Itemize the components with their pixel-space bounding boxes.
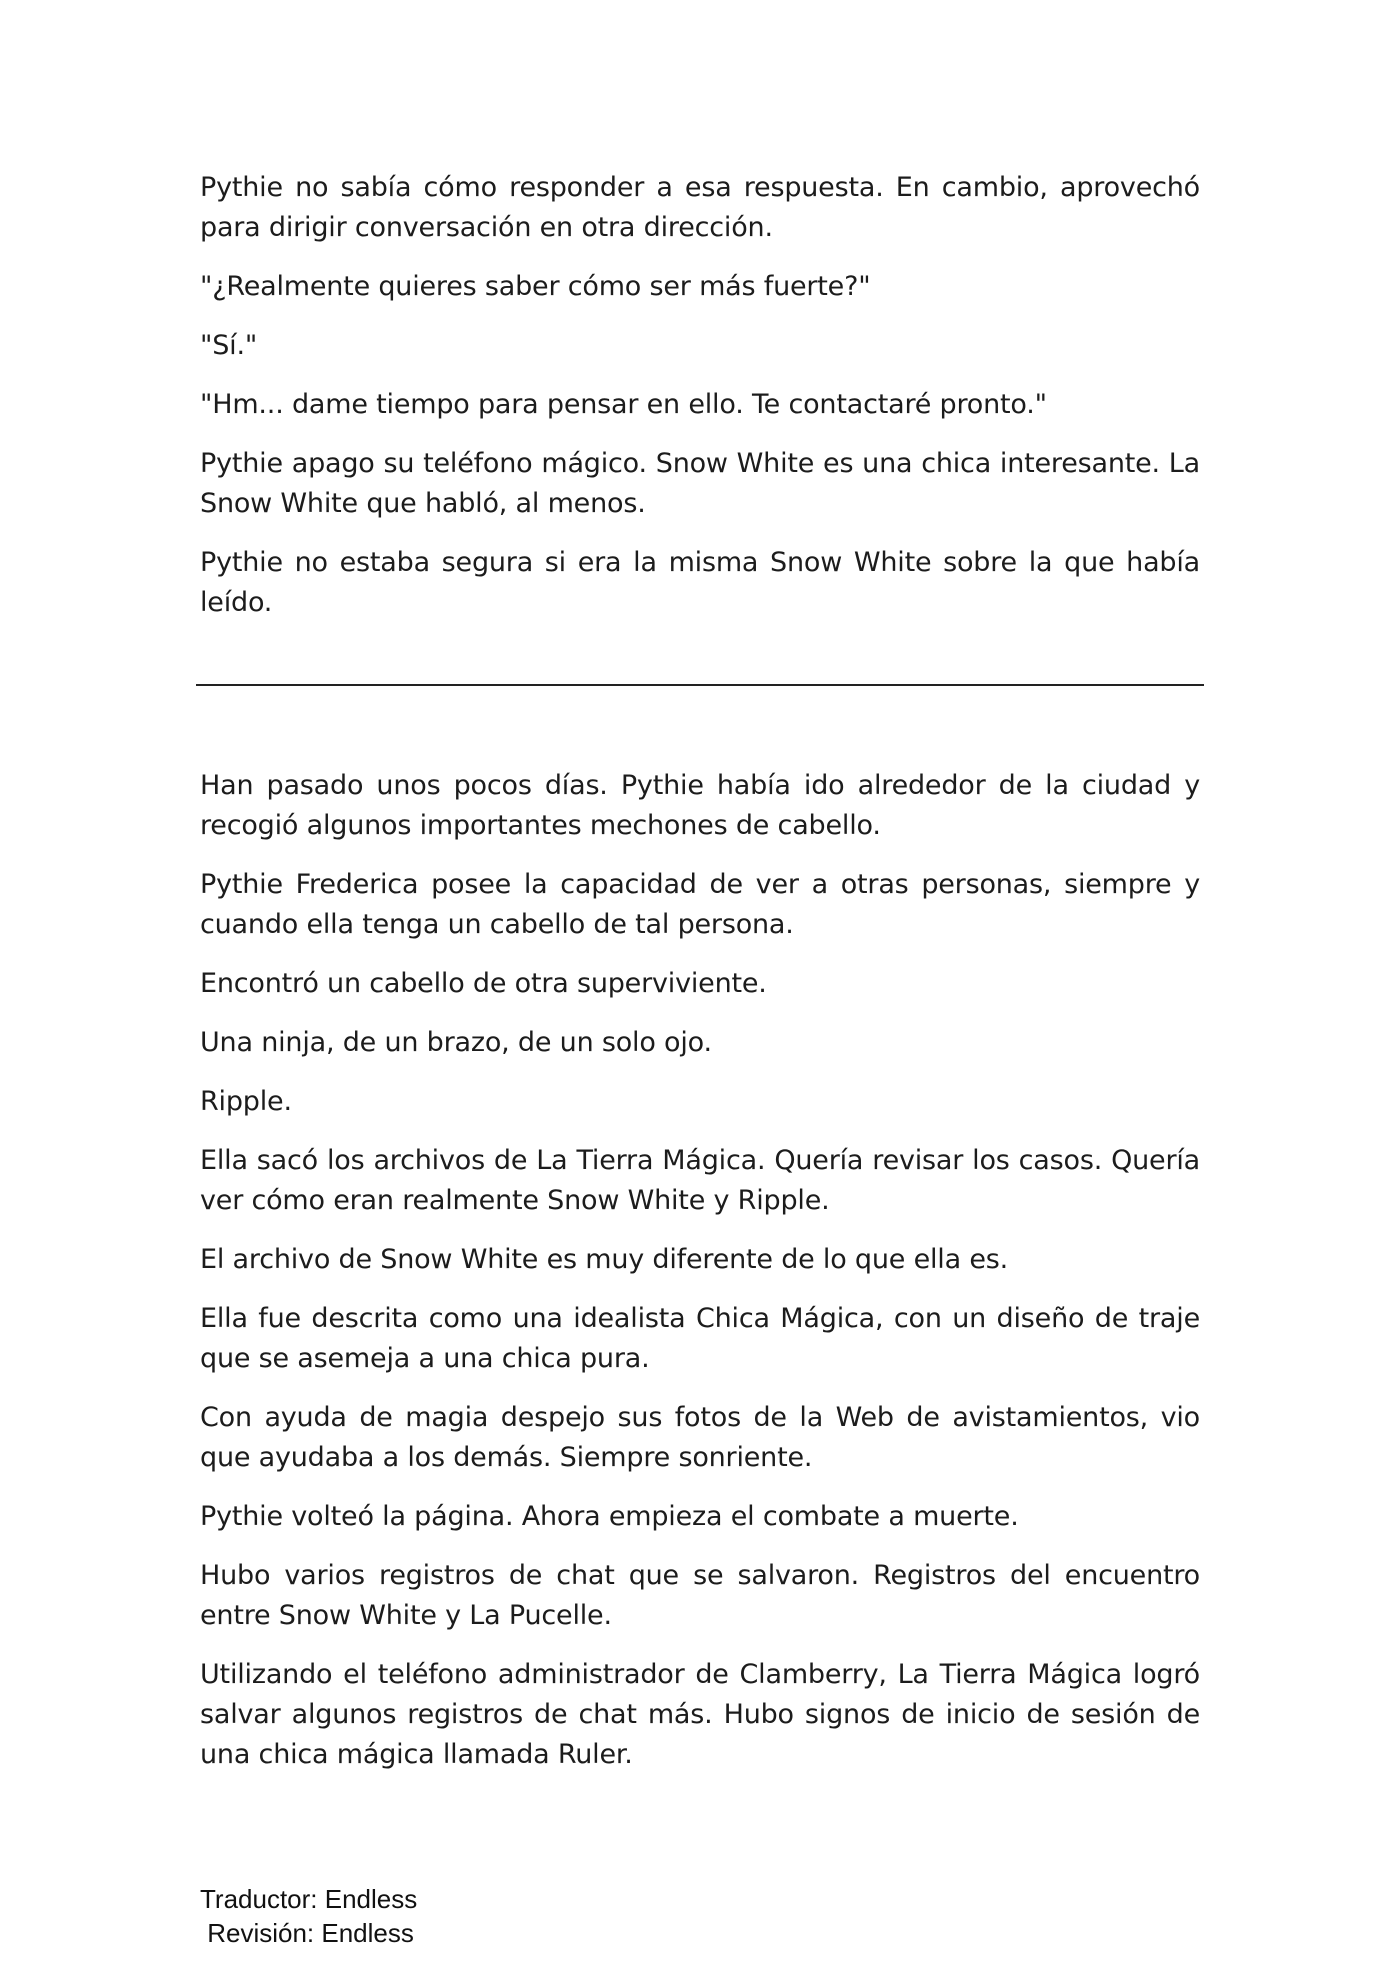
paragraph: Pythie Frederica posee la capacidad de ver a otras personas, siempre y cuando ella tenga un cabello de tal persona. (200, 869, 1200, 940)
paragraph: Una ninja, de un brazo, de un solo ojo. (200, 1027, 712, 1058)
paragraph: Utilizando el teléfono administrador de Clamberry, La Tierra Mágica logró salvar algunos registros de chat más. Hubo signos de inicio de sesión de una chica mágica llamada Ruler. (200, 1659, 1200, 1770)
revision-credit: Revisión: Endless (200, 1918, 414, 1948)
section-1-text (200, 168, 1200, 642)
paragraph: Pythie no sabía cómo responder a esa respuesta. En cambio, aprovechó para dirigir conversación en otra dirección. (200, 172, 1200, 243)
paragraph: Pythie apago su teléfono mágico. Snow White es una chica interesante. La Snow White que habló, al menos. (200, 448, 1200, 519)
paragraph: Ripple. (200, 1086, 292, 1117)
paragraph: "Sí." (200, 330, 258, 361)
section-divider (196, 684, 1204, 686)
paragraph: Hubo varios registros de chat que se salvaron. Registros del encuentro entre Snow White y La Pucelle. (200, 1560, 1200, 1631)
paragraph: Ella sacó los archivos de La Tierra Mágica. Quería revisar los casos. Quería ver cómo eran realmente Snow White y Ripple. (200, 1145, 1200, 1216)
paragraph: Ella fue descrita como una idealista Chica Mágica, con un diseño de traje que se asemeja a una chica pura. (200, 1303, 1200, 1374)
section-2-text (200, 766, 1200, 1794)
credits (200, 1882, 417, 1950)
paragraph: Pythie volteó la página. Ahora empieza el combate a muerte. (200, 1501, 1019, 1532)
paragraph: "¿Realmente quieres saber cómo ser más fuerte?" (200, 271, 871, 302)
paragraph: "Hm... dame tiempo para pensar en ello. Te contactaré pronto." (200, 389, 1047, 420)
paragraph: El archivo de Snow White es muy diferente de lo que ella es. (200, 1244, 1008, 1275)
translator-credit: Traductor: Endless (200, 1884, 418, 1914)
paragraph: Con ayuda de magia despejo sus fotos de la Web de avistamientos, vio que ayudaba a los demás. Siempre sonriente. (200, 1402, 1200, 1473)
paragraph: Pythie no estaba segura si era la misma Snow White sobre la que había leído. (200, 547, 1200, 618)
paragraph: Encontró un cabello de otra superviviente. (200, 968, 767, 999)
paragraph: Han pasado unos pocos días. Pythie había ido alrededor de la ciudad y recogió algunos importantes mechones de cabello. (200, 770, 1200, 841)
